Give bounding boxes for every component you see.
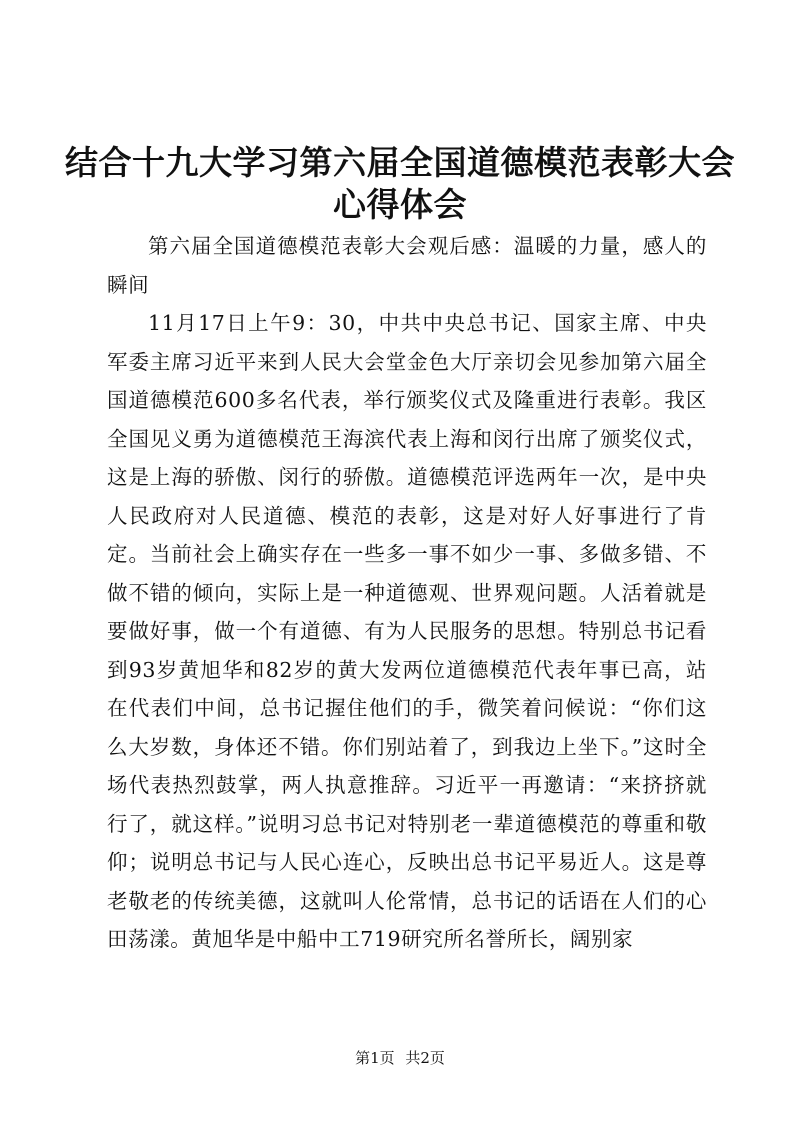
document-body	[107, 227, 707, 959]
page-number: 第1页	[355, 1049, 395, 1067]
document-subtitle: 第六届全国道德模范表彰大会观后感：温暖的力量，感人的瞬间	[107, 234, 707, 297]
page-total: 共2页	[405, 1049, 445, 1067]
document-title-line1: 结合十九大学习第六届全国道德模范表彰大会	[65, 143, 735, 182]
page-footer	[0, 1048, 800, 1068]
document-title-line2: 心得体会	[333, 185, 467, 224]
document-paragraph: 11月17日上午9：30，中共中央总书记、国家主席、中央军委主席习近平来到人民大会堂金色大厅亲切会见参加第六届全国道德模范600多名代表，举行颁奖仪式及隆重进行表彰。我区全国见义勇为道德模范王海滨代表上海和闵行出席了颁奖仪式，这是上海的骄傲、闵行的骄傲。道德模范评选两年一次，是中央人民政府对人民道德、模范的表彰，这是对好人好事进行了肯定。当前社会上确实存在一些多一事不如少一事、多做多错、不做不错的倾向，实际上是一种道德观、世界观问题。人活着就是要做好事，做一个有道德、有为人民服务的思想。特别总书记看到93岁黄旭华和82岁的黄大发两位道德模范代表年事已高，站在代表们中间，总书记握住他们的手，微笑着问候说：“你们这么大岁数，身体还不错。你们别站着了，到我边上坐下。”这时全场代表热烈鼓掌，两人执意推辞。习近平一再邀请：“来挤挤就行了，就这样。”说明习总书记对特别老一辈道德模范的尊重和敬仰；说明总书记与人民心连心，反映出总书记平易近人。这是尊老敬老的传统美德，这就叫人伦常情，总书记的话语在人们的心田荡漾。黄旭华是中船中工719研究所名誉所长，阔别家	[107, 311, 707, 951]
